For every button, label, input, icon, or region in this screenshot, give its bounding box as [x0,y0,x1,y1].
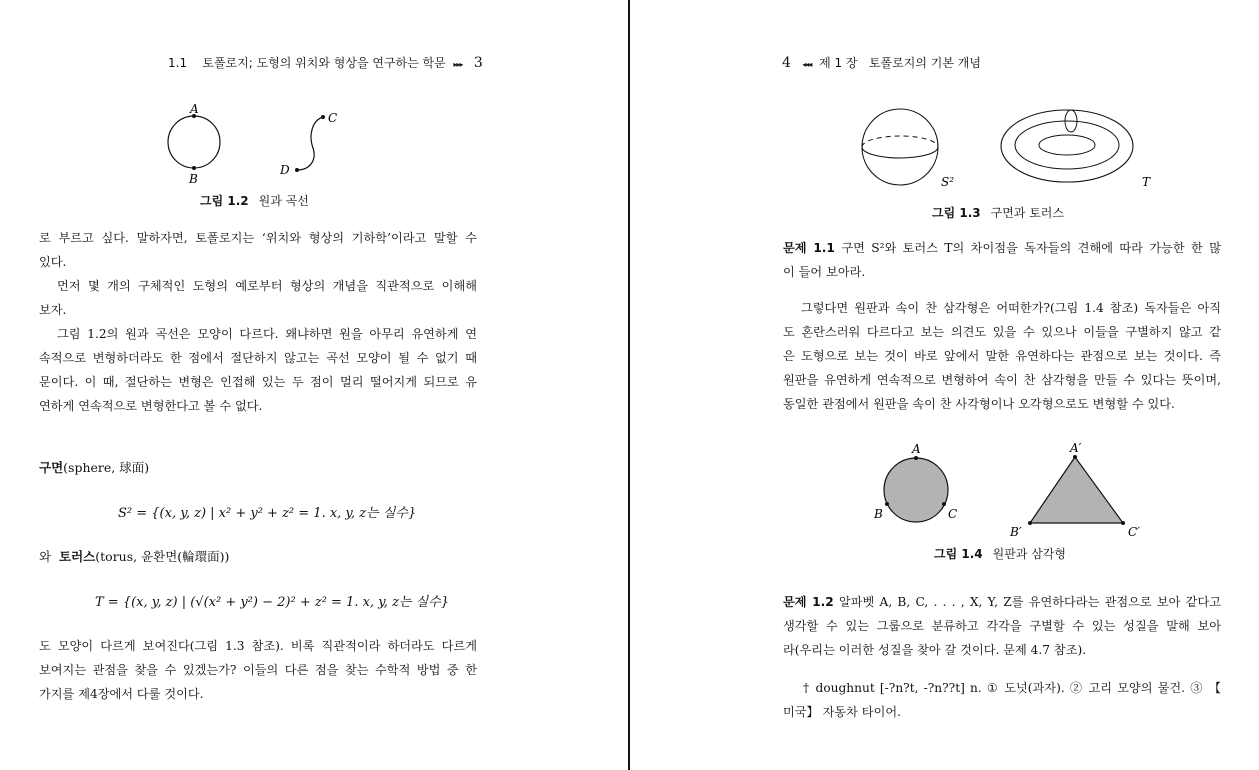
text-line [783,236,1221,260]
caption-text: 원판과 삼각형 [992,547,1066,561]
triangle-point-b [1028,521,1032,525]
right-page-header [782,54,981,71]
caption-number: 그림 1.2 [200,194,249,208]
forward-arrows-icon: ▸▸▸ [453,60,463,69]
torus-heading [39,547,229,565]
page-number: 3 [473,55,483,71]
sphere-heading [39,458,149,476]
problem-label: 문제 1.2 [783,595,834,609]
left-page [0,0,628,770]
text-line: 있다. [39,255,67,269]
text-line: 그림 1.2의 원과 곡선은 모양이 다르다. 왜냐하면 원을 아무리 유연하게 연 [57,327,477,341]
disk-label-a: A [912,442,921,456]
text-line [783,590,1221,614]
text-line: 미국】 자동차 타이어. [783,705,901,719]
point-b [192,166,196,170]
caption-number: 그림 1.4 [934,547,983,561]
text-line: 보여지는 관점을 찾을 수 있겠는가? 이들의 다른 점을 찾는 수학적 방법 중 한 [39,663,477,677]
triangle-point-a [1073,455,1077,459]
label-a: A [190,102,199,116]
text-line: 도 모양이 다르게 보여진다(그림 1.3 참조). 비록 직관적이라 하더라도 다르게 [39,639,477,653]
label-d: D [280,163,290,177]
text-line: 라(우리는 이러한 성질을 찾아 갈 것이다. 문제 4.7 참조). [783,643,1087,657]
disk-point-a [914,456,918,460]
running-title: 토폴로지의 기본 개념 [868,56,981,70]
point-c [321,115,325,119]
disk-label-c: C [948,507,958,521]
heading-prefix: 와 [39,549,52,564]
triangle-label-a: A′ [1070,441,1082,455]
figure-caption-1-3 [932,204,1064,221]
sphere-label: S² [941,175,955,189]
chapter-label: 제 1 장 [819,56,858,70]
problem-label: 문제 1.1 [783,241,835,255]
text-line: 먼저 몇 개의 구체적인 도형의 예로부터 형상의 개념을 직관적으로 이해해 [57,279,477,293]
term-gloss: (sphere, 球面) [63,460,150,475]
triangle-label-c: C′ [1128,525,1140,539]
problem-text: 알파벳 A, B, C, . . . , X, Y, Z를 유연하다라는 관점으로 보아 같다고 [838,595,1221,609]
figure-disk-and-triangle [870,438,1150,542]
paragraph-geometry-of-position [39,226,477,274]
text-line: 은 도형으로 보는 것이 바로 앞에서 말한 유연하다는 관점으로 보는 것이다. 즉 [783,349,1221,363]
point-d [295,168,299,172]
text-line: 가지를 제4장에서 다룰 것이다. [39,687,204,701]
circle-shape [168,116,220,168]
section-number: 1.1 [168,56,188,70]
figure-caption-1-2 [200,192,309,209]
problem-1-2 [783,590,1221,662]
label-c: C [328,111,338,125]
triangle-point-c [1121,521,1125,525]
disk-label-b: B [874,507,883,521]
right-page [630,0,1259,770]
torus-formula: T = {(x, y, z) | (√(x² + y²) − 2)² + z² = 1. x, y, z는 실수} [95,595,449,610]
problem-1-1 [783,236,1221,284]
paragraph-intuitive-concept [39,274,477,322]
curve-shape [297,117,323,170]
text-line: 보자. [39,303,67,317]
back-arrows-icon: ◂◂◂ [802,60,812,69]
caption-text: 구면과 토러스 [990,206,1064,220]
term-sphere: 구면 [39,460,64,475]
text-line: 그렇다면 원판과 속이 찬 삼각형은 어떠한가?(그림 1.4 참조) 독자들은 아직 [801,301,1221,315]
paragraph-circle-vs-curve [39,322,477,418]
problem-text: 구면 S²와 토러스 T의 차이점을 독자들의 견해에 따라 가능한 한 많 [841,241,1221,255]
triangle-shape [1030,457,1123,523]
text-line: 로 부르고 싶다. 말하자면, 토폴로지는 ‘위치와 형상의 기하학’이라고 말할 수 [39,231,477,245]
torus-label: T [1142,175,1151,189]
sphere-drawing [862,109,938,185]
caption-number: 그림 1.3 [932,206,981,220]
footnote-doughnut [783,676,1221,724]
caption-text: 원과 곡선 [258,194,309,208]
text-line: 생각할 수 있는 그룹으로 분류하고 각각을 구별할 수 있는 성질을 말해 보아 [783,619,1221,633]
text-line: 속적으로 변형하더라도 한 점에서 절단하지 않고는 곡선 모양이 될 수 없기 때 [39,351,477,365]
term-torus: 토러스 [59,549,96,564]
text-line: † doughnut [-?n?t, -?n??t] n. ① 도넛(과자). ② 고리 모양의 물건. ③ 【 [803,681,1221,695]
figure-sphere-and-torus [855,100,1195,196]
left-page-header [168,54,483,71]
triangle-label-b: B′ [1010,525,1022,539]
torus-drawing [1001,110,1133,182]
page-number: 4 [782,55,791,71]
text-line: 이 들어 보아라. [783,265,866,279]
text-line: 동일한 관점에서 원판을 속이 찬 사각형이나 오각형으로도 변형할 수 있다. [783,397,1175,411]
disk-point-c [942,502,946,506]
label-b: B [189,172,198,186]
disk-shape [884,458,948,522]
figure-circle-and-curve [155,100,355,188]
text-line: 문이다. 이 때, 절단하는 변형은 인접해 있는 두 점이 멀리 떨어지게 되므로 유 [39,375,477,389]
figure-caption-1-4 [934,545,1066,562]
text-line: 연하게 연속적으로 변형한다고 볼 수 없다. [39,399,263,413]
term-gloss: (torus, 윤환면(輪環面)) [95,549,230,564]
text-line: 원판을 유연하게 연속적으로 변형하여 속이 찬 삼각형을 만들 수 있다는 뜻이며, [783,373,1221,387]
sphere-formula: S² = {(x, y, z) | x² + y² + z² = 1. x, y, z는 실수} [118,506,417,521]
text-line: 도 혼란스러워 다르다고 보는 의견도 있을 수 있으나 이들을 구별하지 않고 같 [783,325,1221,339]
paragraph-disk-and-triangle [783,296,1221,416]
disk-point-b [885,502,889,506]
running-title: 토폴로지; 도형의 위치와 형상을 연구하는 학문 [202,56,446,70]
paragraph-different-appearance [39,634,477,706]
